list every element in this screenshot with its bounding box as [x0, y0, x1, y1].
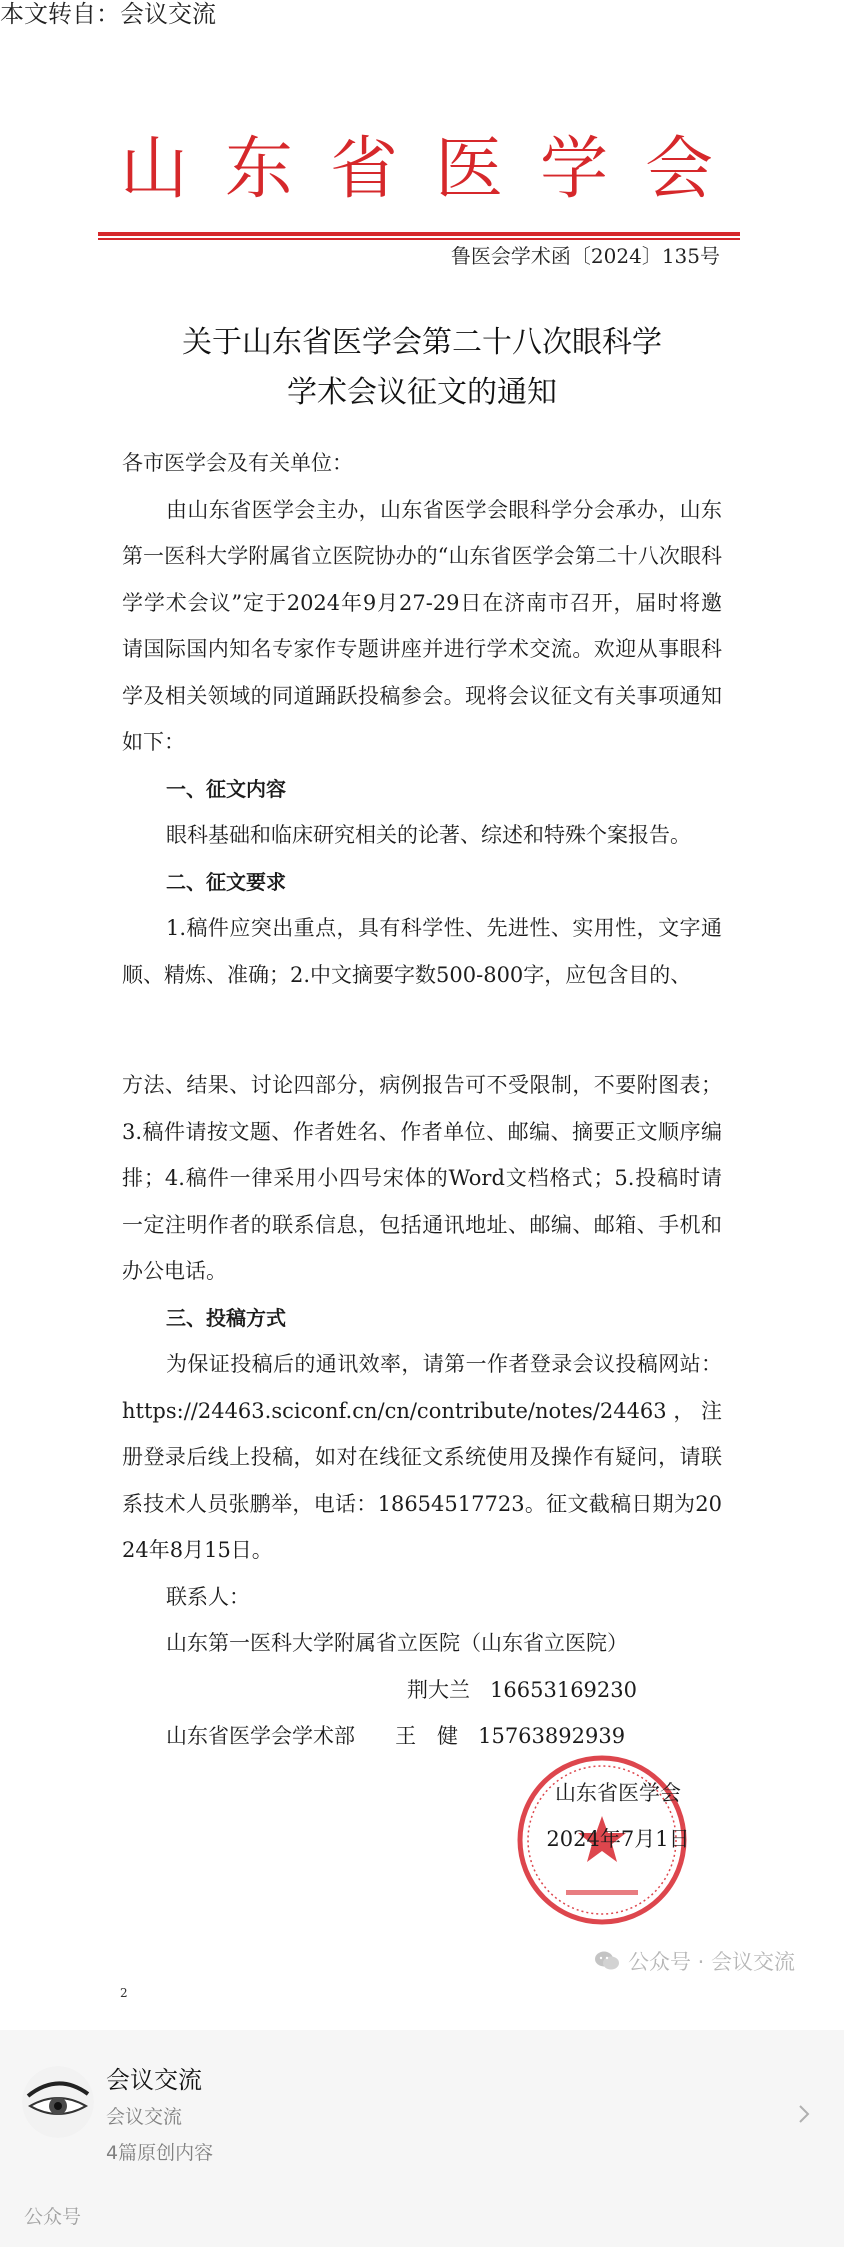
section-heading-content: 一、征文内容	[166, 776, 286, 801]
wechat-icon	[594, 1950, 620, 1972]
repost-notice: 本文转自：会议交流	[0, 0, 216, 28]
page-number: 2	[120, 1986, 128, 2000]
eye-avatar-icon	[22, 2066, 94, 2138]
salutation: 各市医学会及有关单位：	[122, 451, 353, 475]
signature-date: 2024年7月1日	[546, 1827, 690, 1851]
signature-block	[508, 1770, 728, 1862]
contact1-name: 荆大兰	[407, 1677, 470, 1702]
watermark-text: 公众号 · 会议交流	[628, 1950, 796, 1974]
section-content-text: 眼科基础和临床研究相关的论著、综述和特殊个案报告。	[166, 823, 691, 847]
letterhead-rule	[98, 232, 740, 236]
wechat-watermark	[594, 1946, 795, 1976]
contact2-name: 王 健	[395, 1724, 459, 1748]
account-card[interactable]	[0, 2030, 844, 2247]
account-avatar	[22, 2066, 94, 2138]
letterhead-title: 山东省医学会	[120, 130, 751, 209]
requirements-text-part1: 1.稿件应突出重点，具有科学性、先进性、实用性，文字通顺、精炼、准确；2.中文摘要字数500-800字，应包含目的、	[122, 916, 722, 987]
contact-dept: 山东省医学会学术部	[166, 1724, 355, 1748]
signature-org: 山东省医学会	[555, 1781, 681, 1805]
document-number: 鲁医会学术函〔2024〕135号	[450, 244, 720, 268]
notice-title-line2: 学术会议征文的通知	[287, 375, 557, 410]
contact1-phone: 16653169230	[490, 1677, 638, 1702]
notice-body-bottom	[122, 1062, 722, 1760]
chevron-right-icon[interactable]	[796, 2102, 812, 2126]
contact-row-1	[122, 1667, 722, 1714]
contact-hospital: 山东第一医科大学附属省立医院（山东省立医院）	[166, 1631, 628, 1655]
contact2-phone: 15763892939	[478, 1724, 626, 1748]
account-type: 公众号	[24, 2206, 82, 2228]
section-heading-submission: 三、投稿方式	[166, 1305, 286, 1330]
notice-title	[0, 318, 844, 418]
section-heading-requirements: 二、征文要求	[166, 869, 286, 894]
contacts-label: 联系人：	[166, 1584, 250, 1609]
notice-body-top	[122, 440, 722, 998]
original-count: 4篇原创内容	[106, 2142, 214, 2164]
account-subtitle: 会议交流	[106, 2106, 183, 2128]
intro-paragraph: 由山东省医学会主办，山东省医学会眼科学分会承办，山东第一医科大学附属省立医院协办的“山东省医学会第二十八次眼科学学术会议”定于2024年9月27-29日在济南市召开，届时将邀请国际国内知名专家作专题讲座并进行学术交流。欢迎从事眼科学及相关领域的同道踊跃投稿参会。现将会议征文有关事项通知如下：	[122, 497, 722, 754]
notice-title-line1: 关于山东省医学会第二十八次眼科学	[182, 325, 662, 360]
account-name: 会议交流	[106, 2066, 202, 2094]
submission-text: 为保证投稿后的通讯效率，请第一作者登录会议投稿网站：https://24463.sciconf.cn/cn/contribute/notes/24463，注册登录后线上投稿，如对在线征文系统使用及操作有疑问，请联系技术人员张鹏举，电话：18654517723。征文截稿日期为2024年8月15日。	[122, 1352, 722, 1562]
requirements-text-part2: 方法、结果、讨论四部分，病例报告可不受限制，不要附图表；3.稿件请按文题、作者姓名、作者单位、邮编、摘要正文顺序编排；4.稿件一律采用小四号宋体的Word文档格式；5.投稿时请一定注明作者的联系信息，包括通讯地址、邮编、邮箱、手机和办公电话。	[122, 1073, 722, 1283]
